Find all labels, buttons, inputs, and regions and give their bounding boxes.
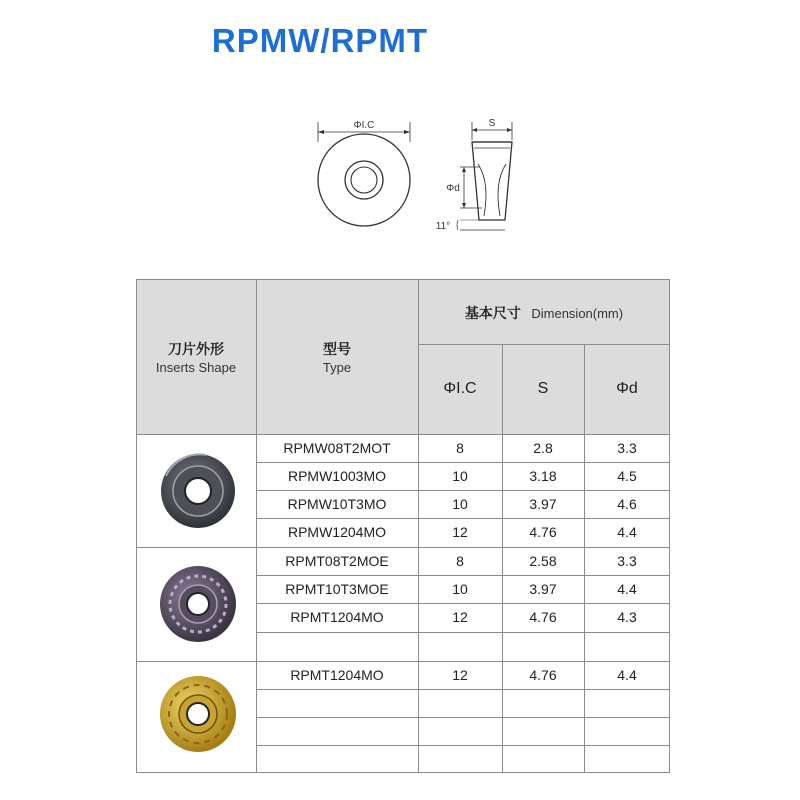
column-divider	[256, 279, 257, 773]
table-cell-type: RPMT1204MO	[290, 666, 384, 683]
table-cell-s: 2.58	[529, 552, 557, 569]
table-cell-type: RPMT1204MO	[290, 609, 384, 625]
table-cell-d: 4.3	[617, 609, 637, 625]
header-type-cn: 型号	[323, 341, 351, 357]
header-ic: ΦI.C	[443, 380, 477, 397]
table-cell-s: 3.97	[529, 580, 557, 597]
row-divider	[256, 689, 670, 690]
row-divider	[256, 603, 670, 604]
row-divider	[256, 575, 670, 576]
table-border-bottom	[136, 772, 670, 773]
group-divider	[256, 632, 670, 633]
header-shape-cn: 刀片外形	[168, 341, 224, 357]
table-cell-s: 2.8	[533, 439, 553, 456]
group-divider	[256, 745, 670, 746]
column-divider	[502, 344, 503, 773]
s-dimension-label: S	[488, 118, 496, 129]
table-cell-type: RPMT10T3MOE	[285, 580, 389, 597]
angle-label: 11°	[435, 221, 451, 232]
column-divider	[584, 344, 585, 773]
table-cell-s: 4.76	[529, 609, 557, 625]
header-type-en: Type	[322, 360, 352, 375]
insert-drawing	[300, 112, 540, 242]
header-divider	[418, 344, 670, 345]
table-cell-ic: 8	[456, 552, 464, 569]
table-cell-d: 3.3	[617, 439, 637, 456]
table-cell-s: 4.76	[529, 524, 557, 540]
table-cell-type: RPMW10T3MO	[287, 495, 387, 512]
table-cell-type: RPMW1204MO	[287, 524, 387, 540]
table-border-right	[669, 279, 670, 773]
row-divider	[256, 717, 670, 718]
table-cell-type: RPMW08T2MOT	[283, 439, 391, 456]
table-cell-d: 3.3	[617, 552, 637, 569]
ic-dimension-label: ΦI.C	[353, 120, 375, 131]
table-cell-ic: 12	[452, 666, 468, 683]
group-divider	[256, 518, 670, 519]
table-cell-ic: 12	[452, 524, 468, 540]
table-cell-s: 4.76	[529, 666, 557, 683]
row-divider	[136, 661, 670, 662]
d-dimension-label: Φd	[446, 183, 460, 194]
insert-image-rpmw	[136, 434, 256, 547]
header-d: Φd	[616, 380, 638, 397]
spec-table	[136, 279, 670, 773]
table-border-top	[136, 279, 670, 280]
table-cell-d: 4.5	[617, 467, 637, 484]
table-cell-type: RPMW1003MO	[287, 467, 387, 484]
table-border-left	[136, 279, 137, 773]
insert-image-rpmt-gold	[136, 662, 256, 773]
header-dimension-en: Dimension(mm)	[531, 306, 624, 321]
column-divider	[418, 279, 419, 773]
table-cell-type: RPMT08T2MOE	[285, 552, 389, 569]
table-cell-ic: 12	[452, 609, 468, 625]
row-divider	[256, 490, 670, 491]
table-cell-d: 4.4	[617, 524, 637, 540]
front-view	[318, 120, 410, 226]
row-divider	[136, 547, 670, 548]
table-cell-s: 3.97	[529, 495, 557, 512]
page-title: RPMW/RPMT	[211, 22, 429, 59]
row-divider	[136, 434, 670, 435]
table-cell-ic: 8	[456, 439, 464, 456]
header-s: S	[537, 380, 549, 397]
header-dimension-cn: 基本尺寸	[464, 305, 521, 321]
table-cell-ic: 10	[452, 495, 468, 512]
header-dimension	[418, 303, 670, 323]
table-cell-d: 4.4	[617, 580, 637, 597]
table-cell-ic: 10	[452, 467, 468, 484]
table-cell-s: 3.18	[529, 467, 557, 484]
insert-image-rpmt-coated	[136, 548, 256, 661]
side-view	[436, 118, 512, 232]
table-cell-ic: 10	[452, 580, 468, 597]
row-divider	[256, 462, 670, 463]
header-shape-en: Inserts Shape	[155, 360, 237, 375]
table-cell-d: 4.4	[617, 666, 637, 683]
table-cell-d: 4.6	[617, 495, 637, 512]
